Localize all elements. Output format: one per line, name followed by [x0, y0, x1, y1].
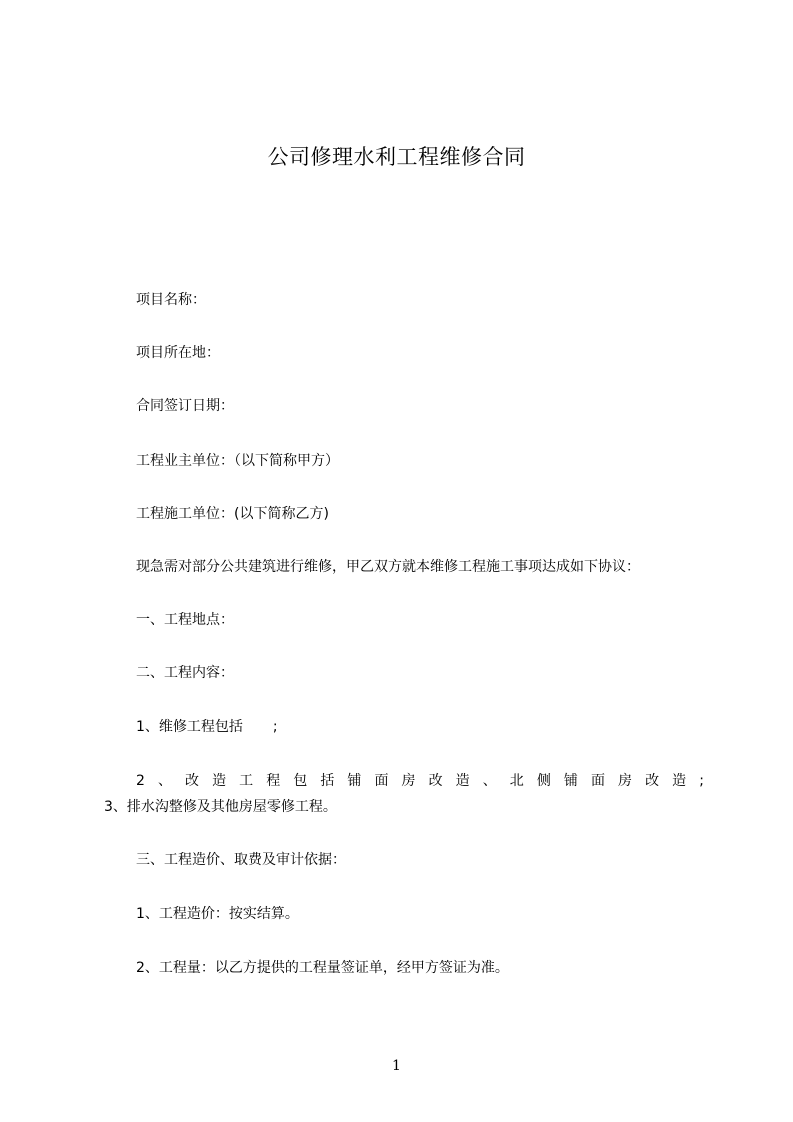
item-2-2-char: 房	[401, 773, 416, 789]
field-owner: 工程业主单位：（以下简称甲方）	[136, 453, 339, 469]
section-1-heading: 一、工程地点：	[136, 612, 234, 628]
item-2-2	[136, 771, 704, 791]
item-2-2-char: 程	[266, 773, 281, 789]
item-2-1-text: 1、维修工程包括	[136, 719, 243, 735]
item-2-2-char: 2	[136, 773, 145, 789]
field-sign-date: 合同签订日期：	[136, 398, 234, 414]
item-2-2-char: 侧	[536, 773, 551, 789]
page-number: 1	[392, 1058, 401, 1074]
document-title: 公司修理水利工程维修合同	[267, 145, 526, 169]
item-3-1: 1、工程造价：按实结算。	[136, 906, 299, 922]
item-2-2-char: 工	[239, 773, 254, 789]
section-2-heading: 二、工程内容：	[136, 665, 234, 681]
item-2-2-char: 面	[374, 773, 389, 789]
item-2-2-char: 改	[185, 773, 200, 789]
item-2-2-char: 造	[672, 773, 687, 789]
item-2-2-char: ;	[699, 773, 704, 789]
item-2-2-char: 包	[293, 773, 308, 789]
item-2-2-char: 、	[482, 773, 497, 789]
item-2-1-end: ;	[272, 719, 278, 735]
item-2-3: 3、排水沟整修及其他房屋零修工程。	[104, 799, 337, 815]
item-2-2-char: 北	[509, 773, 524, 789]
item-2-2-char: 、	[157, 773, 172, 789]
item-2-2-char: 铺	[563, 773, 578, 789]
field-contractor: 工程施工单位：(以下简称乙方)	[136, 506, 329, 522]
field-project-name: 项目名称：	[136, 292, 206, 308]
item-2-2-char: 改	[645, 773, 660, 789]
section-3-heading: 三、工程造价、取费及审计依据：	[136, 852, 346, 868]
item-2-2-char: 造	[212, 773, 227, 789]
intro-paragraph: 现急需对部分公共建筑进行维修，甲乙双方就本维修工程施工事项达成如下协议：	[136, 559, 640, 575]
item-2-2-char: 面	[590, 773, 605, 789]
item-2-1	[136, 717, 278, 737]
item-2-2-char: 改	[428, 773, 443, 789]
item-2-2-char: 房	[618, 773, 633, 789]
item-3-2: 2、工程量：以乙方提供的工程量签证单，经甲方签证为准。	[136, 960, 509, 976]
item-2-2-char: 括	[320, 773, 335, 789]
field-project-location: 项目所在地：	[136, 345, 220, 361]
item-2-2-char: 铺	[347, 773, 362, 789]
item-2-2-char: 造	[455, 773, 470, 789]
